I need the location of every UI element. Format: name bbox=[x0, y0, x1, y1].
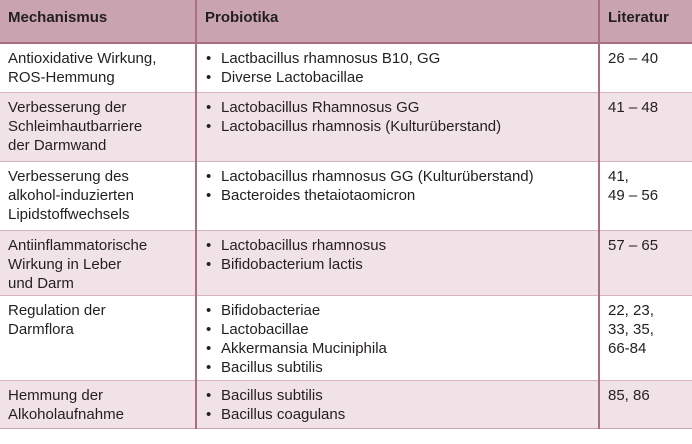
header-probiotics: Probiotika bbox=[196, 0, 599, 43]
probiotics-list bbox=[205, 386, 598, 424]
mechanism-line: ROS-Hemmung bbox=[8, 69, 115, 86]
literature-cell bbox=[599, 43, 692, 92]
probiotic-item: • Bacillus subtilis bbox=[205, 358, 598, 377]
mechanism-line: Darmflora bbox=[8, 320, 74, 338]
mechanism-line: Verbesserung des bbox=[8, 167, 129, 185]
probiotics-cell bbox=[196, 230, 599, 295]
probiotics-cell bbox=[196, 43, 599, 92]
literature-line: 49 – 56 bbox=[608, 186, 659, 204]
table-row bbox=[0, 43, 692, 92]
mechanism-line: Schleimhautbarriere bbox=[8, 117, 143, 135]
probiotics-list bbox=[205, 167, 598, 205]
probiotic-item: • Lactobacillae bbox=[205, 320, 598, 339]
literature-cell bbox=[599, 92, 692, 161]
mechanism-line: Verbesserung der bbox=[8, 98, 127, 116]
header-mechanism: Mechanismus bbox=[0, 0, 196, 43]
literature-cell bbox=[599, 295, 692, 380]
probiotic-item: • Lactobacillus rhamnosus GG (Kulturüberstand) bbox=[205, 167, 598, 186]
probiotics-cell bbox=[196, 380, 599, 428]
literature-cell bbox=[599, 380, 692, 428]
literature-line: 33, 35, bbox=[608, 320, 654, 338]
mechanism-line: Alkoholaufnahme bbox=[8, 405, 124, 423]
literature-line: 22, 23, bbox=[608, 301, 654, 319]
probiotic-item: • Lactobacillus rhamnosis (Kulturüberstand) bbox=[205, 117, 598, 136]
literature-line: 85, 86 bbox=[608, 386, 650, 404]
mechanism-line: der Darmwand bbox=[8, 136, 107, 154]
probiotic-item: • Bacillus coagulans bbox=[205, 405, 598, 424]
mechanism-line: Antiinflammatorische bbox=[8, 236, 148, 254]
probiotic-item: • Diverse Lactobacillae bbox=[205, 68, 598, 87]
probiotic-item: • Bifidobacterium lactis bbox=[205, 255, 598, 274]
table-row bbox=[0, 295, 692, 380]
literature-cell bbox=[599, 230, 692, 295]
probiotic-item: • Akkermansia Muciniphila bbox=[205, 339, 598, 358]
mechanism-cell bbox=[0, 295, 196, 380]
probiotics-list bbox=[205, 236, 598, 274]
probiotics-cell bbox=[196, 161, 599, 230]
probiotics-cell bbox=[196, 295, 599, 380]
mechanism-cell bbox=[0, 92, 196, 161]
probiotic-item: • Lactbacillus rhamnosus B10, GG bbox=[205, 49, 598, 68]
probiotic-item: • Lactobacillus Rhamnosus GG bbox=[205, 98, 598, 117]
header-row bbox=[0, 0, 692, 43]
literature-cell bbox=[599, 161, 692, 230]
probiotic-item: • Bacteroides thetaiotaomicron bbox=[205, 186, 598, 205]
table-row bbox=[0, 380, 692, 428]
mechanism-cell bbox=[0, 161, 196, 230]
mechanism-line: Antioxidative Wirkung, bbox=[8, 50, 157, 67]
mechanism-line: und Darm bbox=[8, 274, 74, 292]
probiotic-item: • Lactobacillus rhamnosus bbox=[205, 236, 598, 255]
mechanism-cell bbox=[0, 380, 196, 428]
table-row bbox=[0, 92, 692, 161]
header-literature: Literatur bbox=[599, 0, 692, 43]
mechanism-line: Lipidstoffwechsels bbox=[8, 205, 130, 223]
mechanism-cell bbox=[0, 230, 196, 295]
probiotics-cell bbox=[196, 92, 599, 161]
literature-line: 26 – 40 bbox=[608, 50, 659, 67]
literature-line: 57 – 65 bbox=[608, 236, 659, 254]
mechanism-line: alkohol-induzierten bbox=[8, 186, 134, 204]
mechanism-line: Regulation der bbox=[8, 301, 106, 319]
probiotics-list bbox=[205, 49, 598, 87]
literature-line: 41 – 48 bbox=[608, 98, 659, 116]
probiotic-item: • Bifidobacteriae bbox=[205, 301, 598, 320]
literature-line: 66-84 bbox=[608, 339, 647, 357]
probiotic-item: • Bacillus subtilis bbox=[205, 386, 598, 405]
mechanism-cell bbox=[0, 43, 196, 92]
literature-line: 41, bbox=[608, 167, 629, 185]
probiotics-list bbox=[205, 98, 598, 136]
table-row bbox=[0, 161, 692, 230]
mechanism-line: Wirkung in Leber bbox=[8, 255, 122, 273]
table-row bbox=[0, 230, 692, 295]
probiotics-list bbox=[205, 301, 598, 377]
mechanism-line: Hemmung der bbox=[8, 386, 104, 404]
